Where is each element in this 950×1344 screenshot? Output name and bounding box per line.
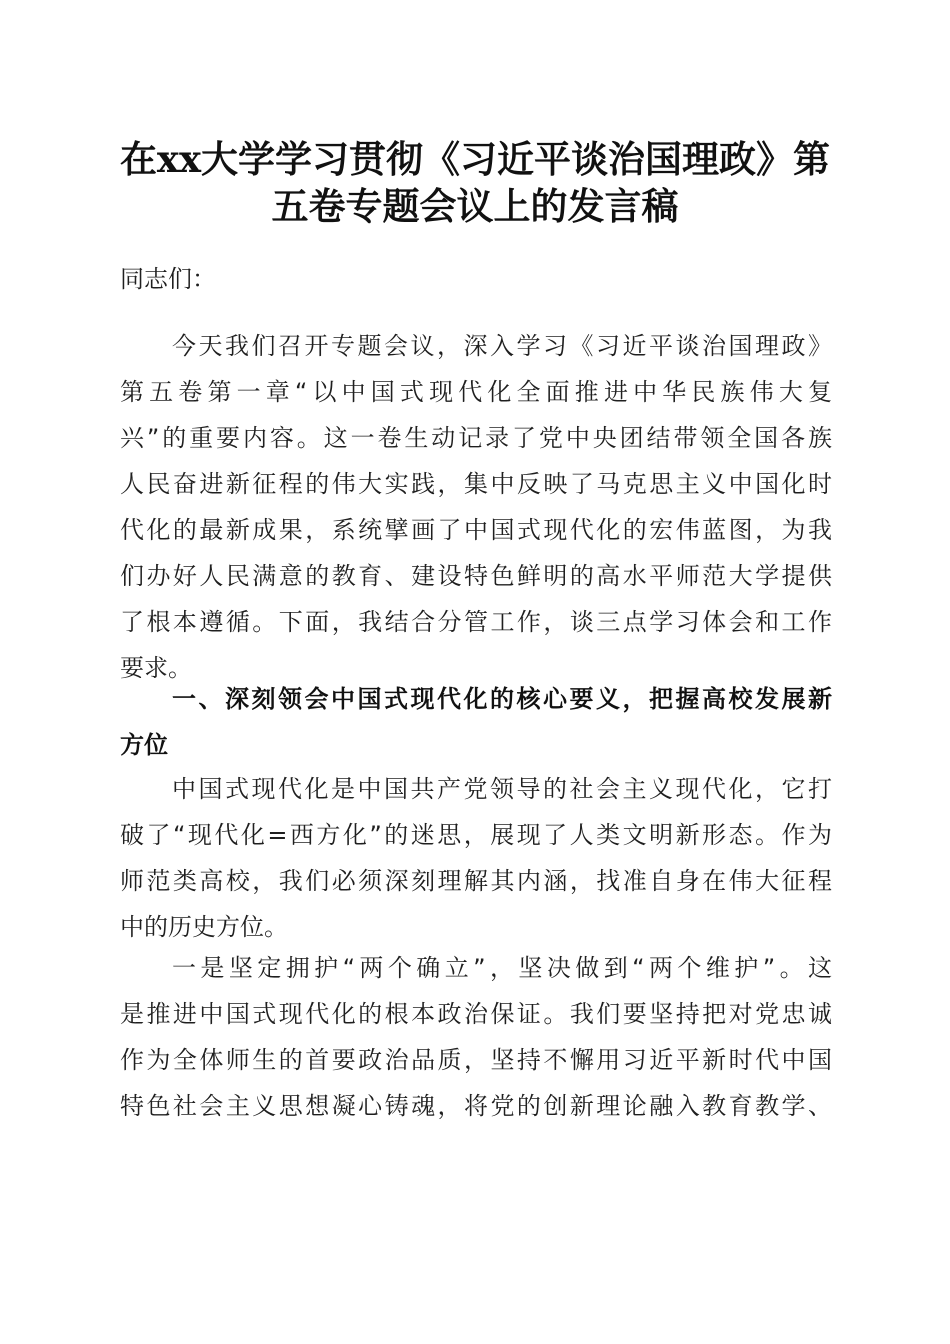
paragraph-line: 作为全体师生的首要政治品质，坚持不懈用习近平新时代中国 bbox=[120, 1046, 832, 1074]
title-line: 五卷专题会议上的发言稿 bbox=[271, 184, 679, 228]
title-line: 在xx大学学习贯彻《习近平谈治国理政》第 bbox=[119, 137, 831, 181]
paragraph-line: 代化的最新成果，系统擘画了中国式现代化的宏伟蓝图，为我 bbox=[120, 516, 832, 544]
section-heading-1 bbox=[120, 676, 832, 768]
paragraph-line: 今天我们召开专题会议，深入学习《习近平谈治国理政》 bbox=[172, 332, 832, 360]
paragraph-line: 是推进中国式现代化的根本政治保证。我们要坚持把对党忠诚 bbox=[120, 1000, 832, 1028]
paragraph-intro bbox=[120, 323, 832, 691]
paragraph-modernization bbox=[120, 766, 832, 950]
paragraph-line: 中的历史方位。 bbox=[120, 913, 288, 941]
paragraph-line: 师范类高校，我们必须深刻理解其内涵，找准自身在伟大征程 bbox=[120, 867, 832, 895]
paragraph-line: 特色社会主义思想凝心铸魂，将党的创新理论融入教育教学、 bbox=[120, 1092, 832, 1120]
paragraph-line: 要求。 bbox=[120, 654, 192, 682]
heading-line: 一、深刻领会中国式现代化的核心要义，把握高校发展新 bbox=[172, 685, 832, 713]
paragraph-line: 第五卷第一章“以中国式现代化全面推进中华民族伟大复 bbox=[120, 378, 832, 406]
heading-line: 方位 bbox=[120, 731, 168, 759]
paragraph-line: 了根本遵循。下面，我结合分管工作，谈三点学习体会和工作 bbox=[120, 608, 832, 636]
paragraph-line: 破了“现代化=西方化”的迷思，展现了人类文明新形态。作为 bbox=[120, 821, 832, 849]
paragraph-line: 中国式现代化是中国共产党领导的社会主义现代化，它打 bbox=[172, 775, 832, 803]
document-title bbox=[110, 136, 840, 230]
salutation-text: 同志们： bbox=[120, 265, 216, 293]
paragraph-line: 人民奋进新征程的伟大实践，集中反映了马克思主义中国化时 bbox=[120, 470, 832, 498]
paragraph-line: 兴”的重要内容。这一卷生动记录了党中央团结带领全国各族 bbox=[120, 424, 832, 452]
paragraph-line: 一是坚定拥护“两个确立”，坚决做到“两个维护”。这 bbox=[172, 954, 832, 982]
paragraph-line: 们办好人民满意的教育、建设特色鲜明的高水平师范大学提供 bbox=[120, 562, 832, 590]
salutation bbox=[120, 256, 832, 302]
paragraph-point-one bbox=[120, 945, 832, 1129]
